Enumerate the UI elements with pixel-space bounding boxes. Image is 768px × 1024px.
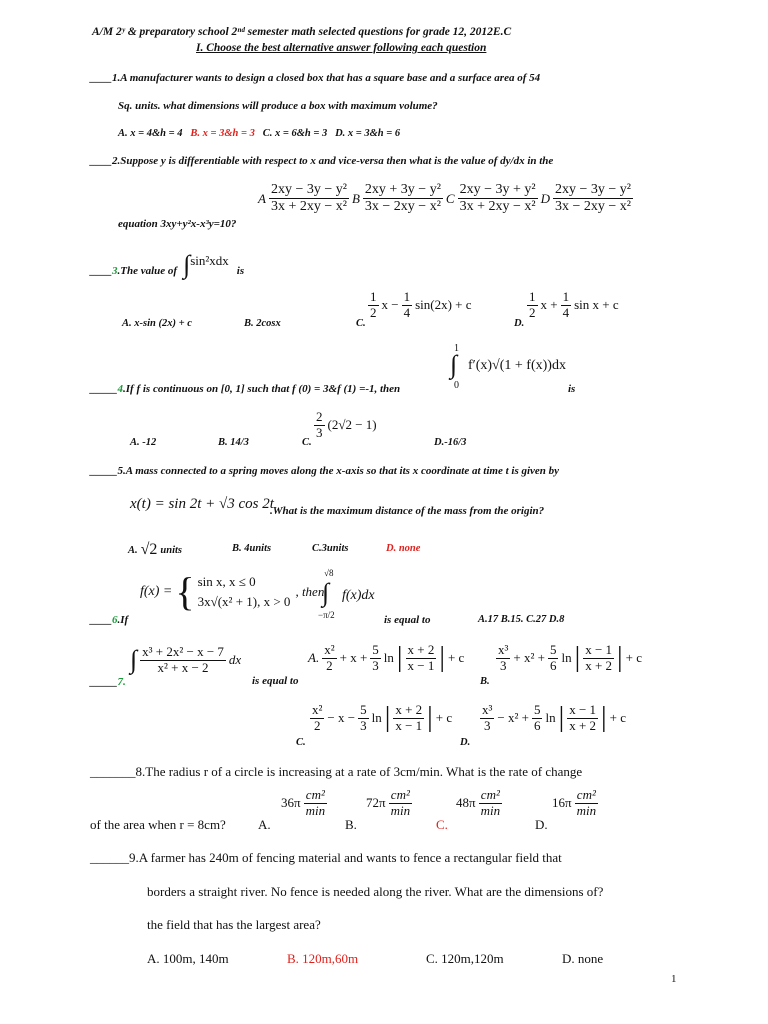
question-6-options: A.17 B.15. C.27 D.8 xyxy=(478,614,565,625)
question-8-text: 8.The radius r of a circle is increasing at a rate of 3cm/min. What is the rate of change xyxy=(135,764,583,779)
integral-lower-limit: 0 xyxy=(454,380,459,391)
answer-blank: ____ xyxy=(90,155,112,167)
option-d-value: 16π $\frac{\text{cm²}}{\min}$ xyxy=(552,787,597,818)
question-9-text: 9.A farmer has 240m of fencing material and wants to fence a rectangular field that xyxy=(129,850,562,865)
option-c-value: 48π $\frac{\text{cm²}}{\min}$ xyxy=(456,787,501,818)
question-8-text-continued: of the area when r = 8cm? xyxy=(90,817,226,832)
option-b-correct: B. 120m,60m xyxy=(287,951,359,966)
document-title: A/M 2ʸ & preparatory school 2ⁿᵈ semester math selected questions for grade 12, 2012E.C xyxy=(92,26,512,38)
option-a-label: A. xyxy=(258,817,271,832)
option-d-label: D xyxy=(540,190,550,206)
question-3-text: .The value of xyxy=(117,265,178,277)
option-b: B. 2cosx xyxy=(244,318,281,329)
option-d: D. none xyxy=(386,543,421,554)
option-a-value: 36π $\frac{\text{cm²}}{\min}$ xyxy=(281,787,326,818)
question-number: 6 xyxy=(112,614,118,626)
option-d-expression: $\frac{1}{2}$ x + $\frac{1}{4}$ sin x + c xyxy=(529,289,619,320)
option-d-label: D. xyxy=(535,817,548,832)
answer-blank: ____ xyxy=(90,72,112,84)
option-b-value: 72π $\frac{\text{cm²}}{\min}$ xyxy=(366,787,411,818)
option-b: B. 4units xyxy=(232,543,272,554)
integral-sign: ∫ xyxy=(322,578,330,607)
option-b-correct: B. x = 3&h = 3 xyxy=(190,128,255,139)
option-d: D.-16/3 xyxy=(434,437,467,448)
option-d-label: D. xyxy=(514,318,525,329)
integral-sign: ∫ xyxy=(183,250,191,279)
question-3 xyxy=(90,250,245,284)
option-a: A. 100m, 140m xyxy=(147,951,229,966)
option-b-label: B. xyxy=(345,817,357,832)
question-2 xyxy=(90,155,553,167)
option-b-label: B xyxy=(351,190,360,206)
answer-blank: _______ xyxy=(90,764,136,779)
option-c-label: C. xyxy=(296,737,306,748)
option-c-label: C xyxy=(445,190,455,206)
question-7: _____7. xyxy=(90,676,126,688)
answer-blank: _____ xyxy=(90,383,118,395)
question-4-text: .If f is continuous on [0, 1] such that f (0) = 3&f (1) =-1, then xyxy=(123,383,401,395)
option-b: B. 14/3 xyxy=(218,437,249,448)
question-8 xyxy=(90,764,582,780)
option-d: D. none xyxy=(562,951,604,966)
integrand: f(x)dx xyxy=(342,588,375,603)
question-5-text: 5.A mass connected to a spring moves along the x-axis so that its x coordinate at time t is given by xyxy=(117,465,560,477)
option-a: A. x-sin (2x) + c xyxy=(122,318,192,329)
case-1: sin x, x ≤ 0 xyxy=(197,574,256,589)
option-c: C. 120m,120m xyxy=(426,951,504,966)
answer-blank: _____ xyxy=(90,676,118,688)
option-c-label: C. xyxy=(302,437,312,448)
question-6-equal: is equal to xyxy=(384,614,431,626)
question-2-equation: equation 3xy+y²x-x³y=10? xyxy=(118,218,237,230)
question-6-piecewise: f(x) = { sin x, x ≤ 0 3x√(x² + 1), x > 0 , then xyxy=(140,569,325,614)
question-4-is: is xyxy=(568,383,576,395)
question-7-equal: is equal to xyxy=(252,675,299,687)
question-9-text-3: the field that has the largest area? xyxy=(147,917,321,932)
question-1-text: 1.A manufacturer wants to design a closed box that has a square base and a surface area of 54 xyxy=(112,72,541,84)
page-number: 1 xyxy=(671,973,677,985)
option-d-fraction: $\frac{\text{2xy − 3y − y²}}{\text{3x − 2xy − x²}}$ xyxy=(554,182,631,215)
option-c-expression: $\frac{1}{2}$ x − $\frac{1}{4}$ sin(2x) + c xyxy=(370,289,472,320)
answer-blank: ____ xyxy=(90,614,112,626)
option-a-fraction: $\frac{\text{2xy − 3y − y²}}{\text{3x + 2xy − x²}}$ xyxy=(270,182,347,215)
option-a-label: A xyxy=(258,190,266,206)
question-2-options xyxy=(258,182,633,215)
answer-blank: ______ xyxy=(90,850,129,865)
question-6 xyxy=(90,614,128,626)
question-number: 4 xyxy=(117,383,123,395)
option-d-label: D. xyxy=(460,737,471,748)
option-a: A. -12 xyxy=(130,437,157,448)
question-9 xyxy=(90,850,562,866)
option-c-label: C. xyxy=(356,318,366,329)
case-2: 3x√(x² + 1), x > 0 xyxy=(197,594,291,609)
question-1 xyxy=(90,72,540,84)
integrand: sin²xdx xyxy=(190,253,229,268)
option-d-expression: $\frac{\text{x³}}{3}$ − x² + $\frac{5}{6}$ ln | $\frac{x - 1}{x + 2}$ | + c xyxy=(482,702,627,734)
question-6-text: .If xyxy=(117,614,129,626)
question-7-integral: ∫ $\frac{\text{x³ + 2x² − x − 7}}{\text{x² + x − 2}}$ dx xyxy=(130,644,242,675)
option-a: A. x = 4&h = 4 xyxy=(118,128,183,139)
question-number: 3 xyxy=(112,265,118,277)
option-c: C.3units xyxy=(312,543,349,554)
question-5-text-continued: .What is the maximum distance of the mass from the origin? xyxy=(270,505,545,517)
option-d: D. x = 3&h = 6 xyxy=(335,128,401,139)
question-9-text-2: borders a straight river. No fence is needed along the river. What are the dimensions of? xyxy=(147,884,604,899)
option-b-expression: $\frac{\text{x³}}{3}$ + x² + $\frac{5}{6}$ ln | $\frac{x - 1}{x + 2}$ | + c xyxy=(498,642,643,674)
integral-sign: ∫ xyxy=(450,350,458,379)
question-1-options xyxy=(118,128,400,139)
integral-sign: ∫ xyxy=(130,645,138,675)
question-2-text: 2.Suppose y is differentiable with respect to x and vice-versa then what is the value of dy/dx in the xyxy=(112,155,554,167)
option-b-fraction: $\frac{\text{2xy + 3y − y²}}{\text{3x − 2xy − x²}}$ xyxy=(364,182,441,215)
option-c-fraction: $\frac{\text{2xy − 3y + y²}}{\text{3x + 2xy − x²}}$ xyxy=(459,182,536,215)
option-c-expression: $\frac{2}{3}$ (2√2 − 1) xyxy=(316,409,377,440)
question-number: 7 xyxy=(117,676,123,688)
question-3-is: is xyxy=(236,265,245,277)
integral-upper-limit: 1 xyxy=(454,343,459,354)
option-b-label: B. xyxy=(480,676,490,687)
section-instruction: I. Choose the best alternative answer following each question xyxy=(196,42,487,54)
question-5 xyxy=(90,465,559,477)
question-5-formula: x(t) = sin 2t + √3 cos 2t xyxy=(130,496,274,512)
option-c-label-correct: C. xyxy=(436,817,448,832)
answer-blank: ____ xyxy=(90,265,112,277)
answer-blank: _____ xyxy=(90,465,118,477)
integral-lower-limit: −π/2 xyxy=(318,610,335,620)
option-a: A. $\frac{\text{x²}}{2}$ + x + $\frac{5}{3}$ ln | $\frac{x + 2}{x - 1}$ | + c xyxy=(308,642,465,674)
integral-upper-limit: √8 xyxy=(324,568,334,578)
question-4 xyxy=(90,383,400,395)
question-1-text-continued: Sq. units. what dimensions will produce a box with maximum volume? xyxy=(118,100,438,112)
option-c-expression: $\frac{\text{x²}}{2}$ − x − $\frac{5}{3}$ ln | $\frac{x + 2}{x - 1}$ | + c xyxy=(312,702,453,734)
integrand: f′(x)√(1 + f(x))dx xyxy=(468,358,566,373)
option-c: C. x = 6&h = 3 xyxy=(262,128,328,139)
option-a: A. √2 units xyxy=(128,541,183,558)
